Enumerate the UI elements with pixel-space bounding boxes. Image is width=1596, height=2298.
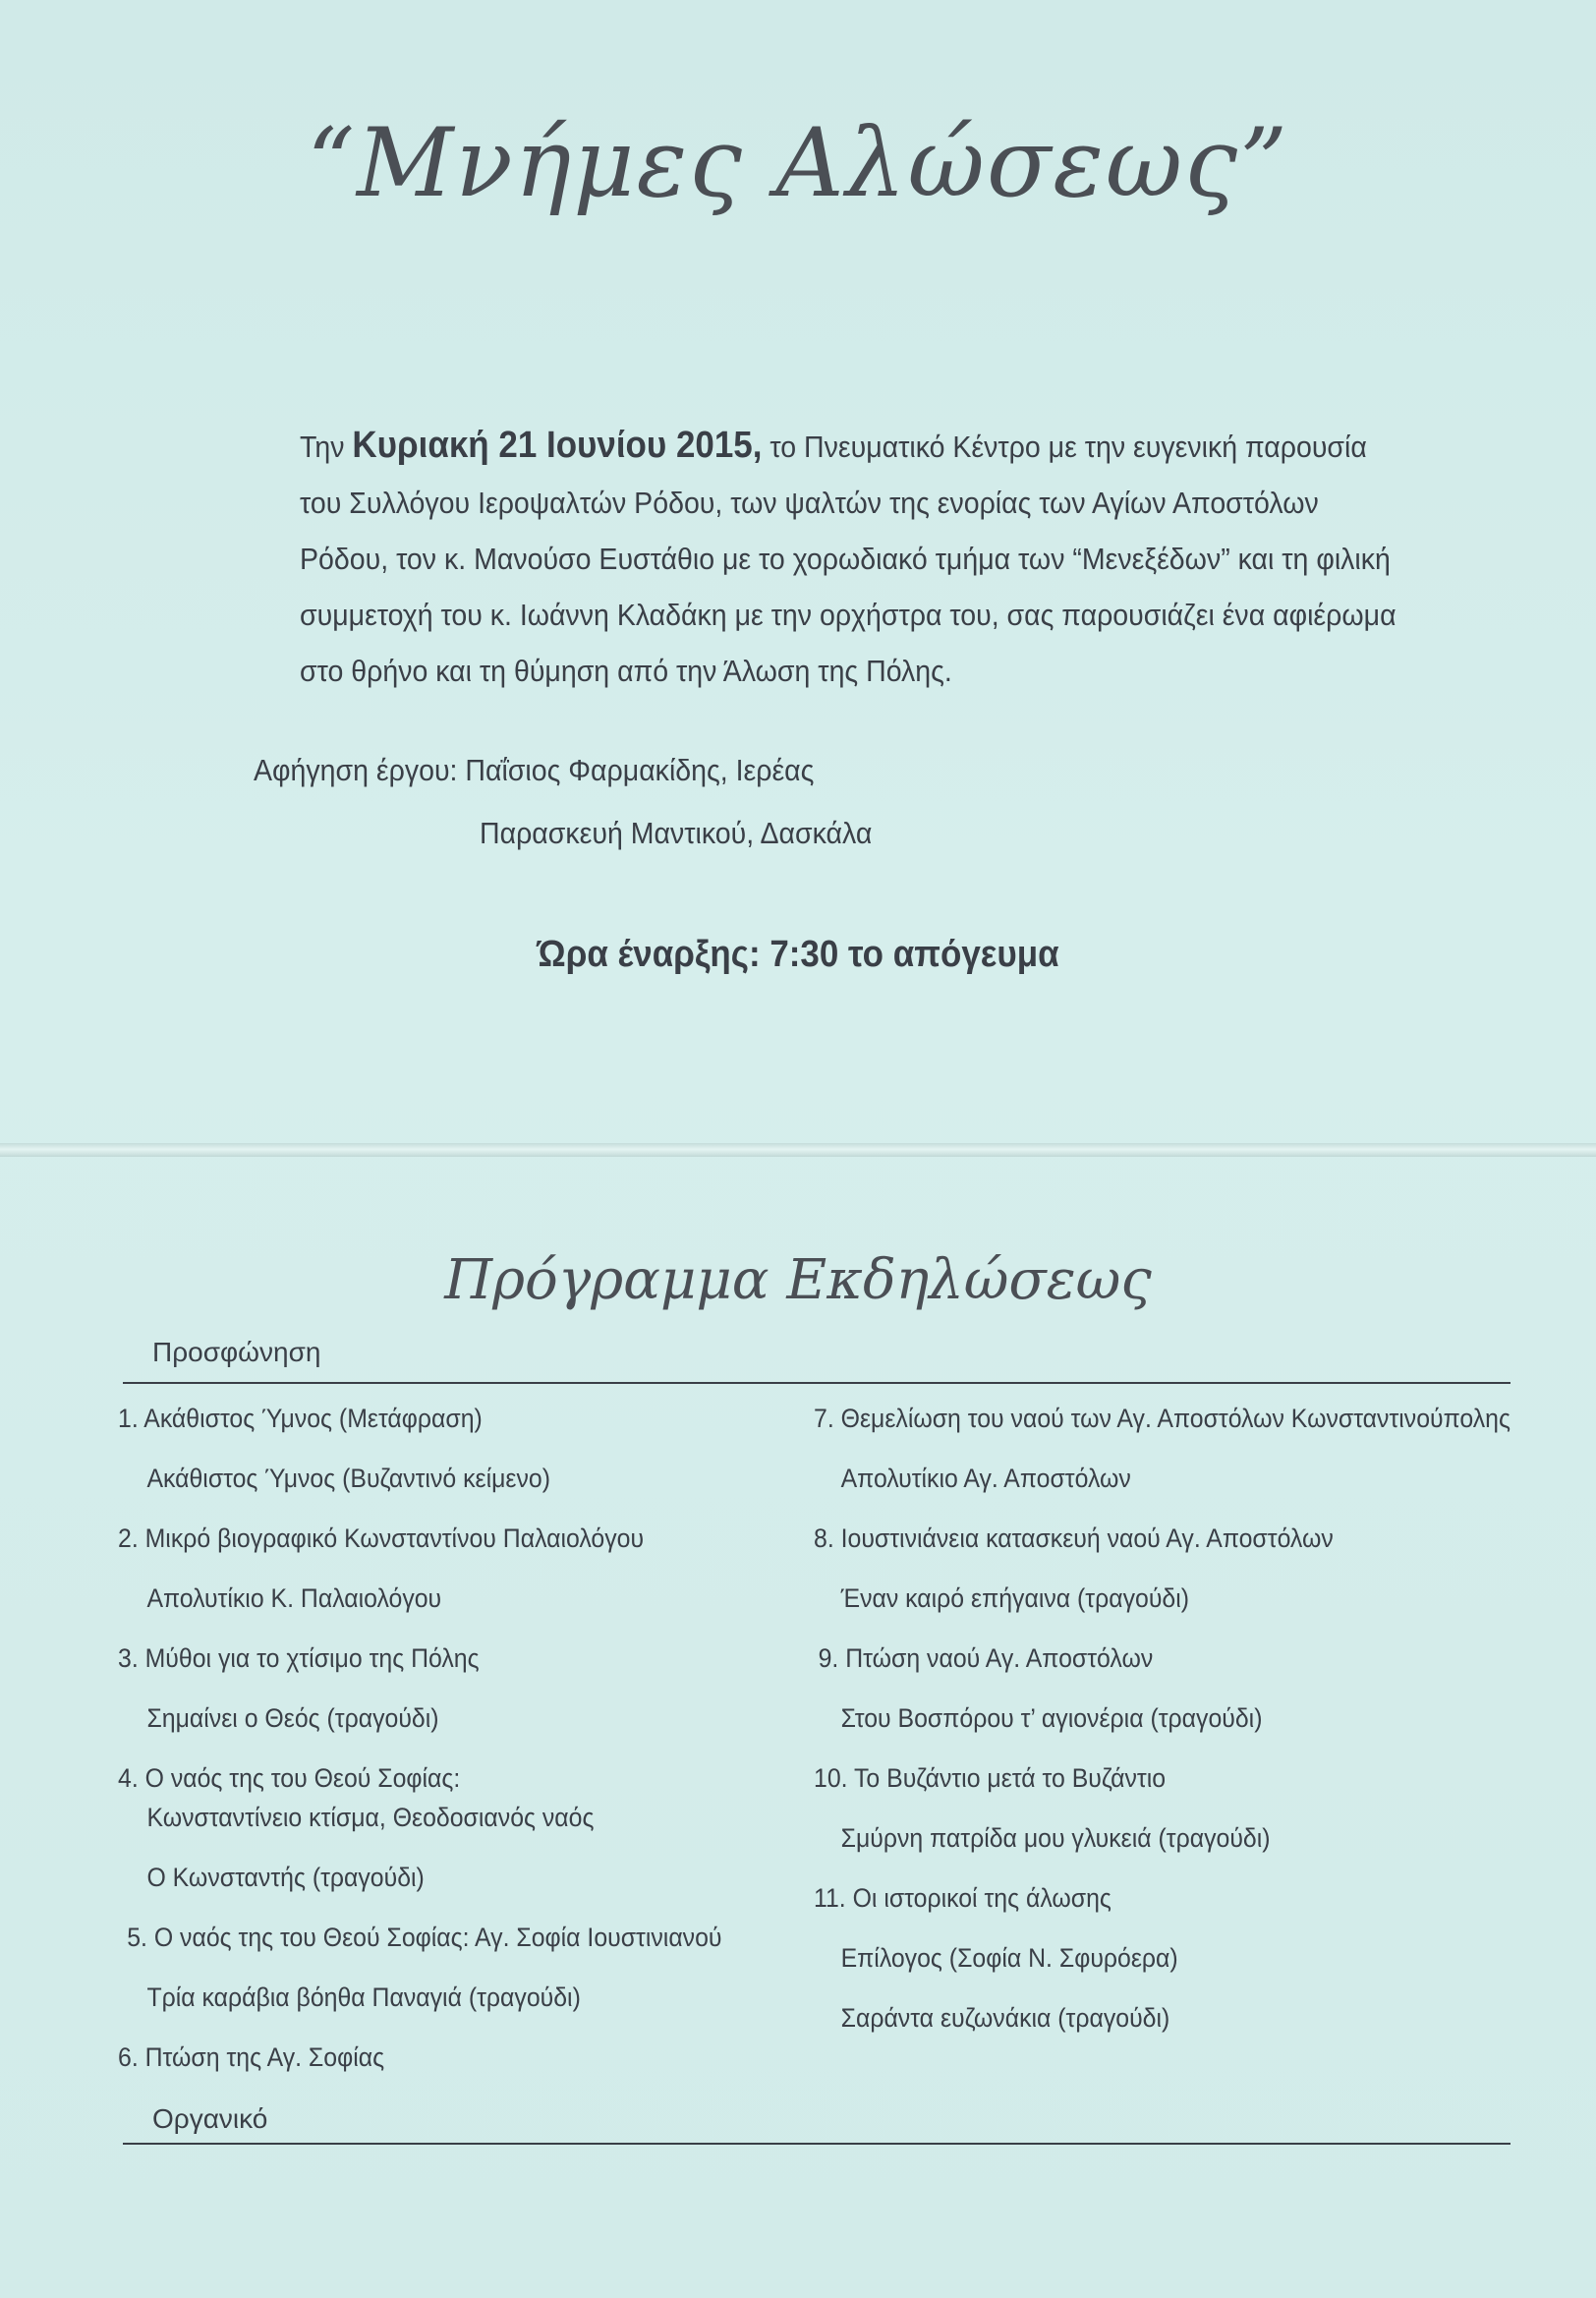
program-item: 10. Το Βυζάντιο μετά το Βυζάντιο (814, 1763, 1167, 1793)
intro-line-3: Ρόδου, τον κ. Μανούσο Ευστάθιο με το χορωδιακό τμήμα των “Μενεξέδων” και τη φιλική (300, 542, 1391, 576)
program-item: Απολυτίκιο Κ. Παλαιολόγου (146, 1583, 442, 1613)
intro-line-4: συμμετοχή του κ. Ιωάννη Κλαδάκη με την ορχήστρα του, σας παρουσιάζει ένα αφιέρωμα (300, 598, 1396, 632)
program-item: Κωνσταντίνειο κτίσμα, Θεοδοσιανός ναός (146, 1803, 595, 1832)
program-closing: Οργανικό (152, 2103, 268, 2134)
program-item: 6. Πτώση της Αγ. Σοφίας (118, 2042, 385, 2072)
program-item: Τρία καράβια βόηθα Παναγιά (τραγούδι) (146, 1982, 581, 2012)
intro-line-2: του Συλλόγου Ιεροψαλτών Ρόδου, των ψαλτών της ενορίας των Αγίων Αποστόλων (300, 486, 1319, 520)
top-rule (123, 1382, 1510, 1384)
intro-line-1-post: το Πνευματικό Κέντρο με την ευγενική παρουσία (762, 430, 1367, 464)
program-title: Πρόγραμμα Εκδηλώσεως (444, 1248, 1152, 1312)
program-item: Σμύρνη πατρίδα μου γλυκειά (τραγούδι) (840, 1823, 1271, 1853)
program-item: Απολυτίκιο Αγ. Αποστόλων (840, 1464, 1131, 1493)
program-item: Ακάθιστος Ύμνος (Βυζαντινό κείμενο) (146, 1464, 551, 1493)
narrator-1: Παΐσιος Φαρμακίδης, Ιερέας (465, 753, 815, 787)
program-welcome: Προσφώνηση (152, 1337, 321, 1367)
program-item: 11. Οι ιστορικοί της άλωσης (814, 1883, 1112, 1913)
program-item: Ο Κωνσταντής (τραγούδι) (146, 1863, 425, 1892)
program-item: Στου Βοσπόρου τ’ αγιονέρια (τραγούδι) (840, 1703, 1263, 1733)
program-item: 7. Θεμελίωση του ναού των Αγ. Αποστόλων Κωνσταντινούπολης (814, 1404, 1510, 1433)
event-date: Κυριακή 21 Ιουνίου 2015, (352, 425, 763, 466)
program-item: 1. Ακάθιστος Ύμνος (Μετάφραση) (118, 1404, 483, 1433)
narration-label: Αφήγηση έργου: (254, 753, 458, 787)
program-item: Σημαίνει ο Θεός (τραγούδι) (146, 1703, 439, 1733)
program-item: 8. Ιουστινιάνεια κατασκευή ναού Αγ. Αποστόλων (814, 1523, 1334, 1553)
narrator-2: Παρασκευή Μαντικού, Δασκάλα (480, 816, 873, 850)
narration-credits (254, 739, 872, 865)
program-item: Επίλογος (Σοφία Ν. Σφυρόερα) (840, 1943, 1178, 1973)
program-item: 2. Μικρό βιογραφικό Κωνσταντίνου Παλαιολόγου (118, 1523, 645, 1553)
narration-line-1 (254, 739, 872, 802)
bottom-rule (123, 2143, 1510, 2145)
intro-line-1 (300, 418, 1367, 475)
program-item: 4. Ο ναός της του Θεού Σοφίας: (118, 1763, 461, 1793)
program-item: 3. Μύθοι για το χτίσιμο της Πόλης (118, 1643, 480, 1673)
program-item: 9. Πτώση ναού Αγ. Αποστόλων (818, 1643, 1154, 1673)
intro-line-1-pre: Την (300, 430, 353, 464)
program-item: Σαράντα ευζωνάκια (τραγούδι) (840, 2003, 1170, 2033)
event-title: “Μνήμες Αλώσεως” (306, 108, 1290, 218)
start-time: Ώρα έναρξης: 7:30 το απόγευμα (537, 934, 1059, 975)
program-item: Έναν καιρό επήγαινα (τραγούδι) (840, 1583, 1190, 1613)
fold-crease (0, 1143, 1596, 1157)
intro-line-5: στο θρήνο και τη θύμηση από την Άλωση της Πόλης. (300, 654, 952, 688)
program-item: 5. Ο ναός της του Θεού Σοφίας: Αγ. Σοφία Ιουστινιανού (127, 1923, 722, 1952)
intro-paragraph (300, 418, 1396, 699)
